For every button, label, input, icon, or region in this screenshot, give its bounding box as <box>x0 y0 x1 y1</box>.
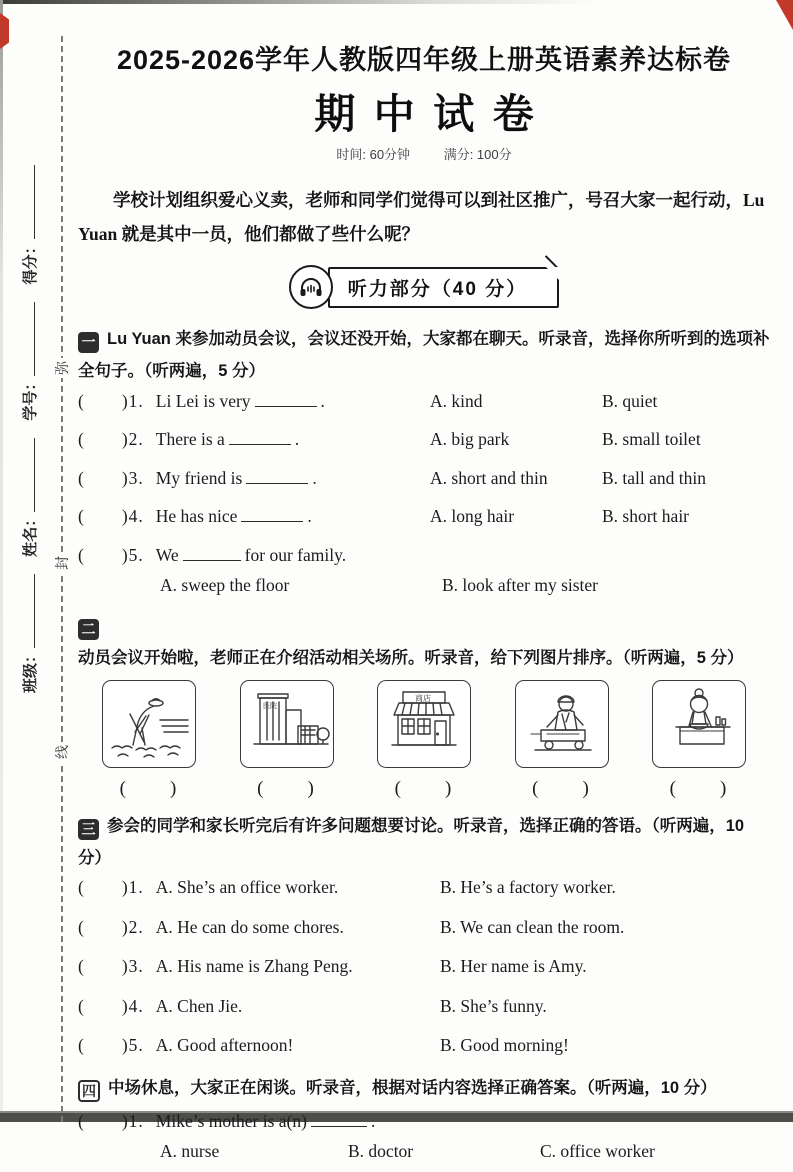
question-row <box>78 542 770 567</box>
question-row <box>78 503 770 528</box>
answer-bracket: ( )4. <box>78 995 144 1016</box>
option-a-cell <box>78 993 440 1018</box>
time-label: 时间: 60分钟 <box>336 147 411 162</box>
section2-instruction <box>78 610 770 674</box>
section1-marker: 一 <box>78 332 99 353</box>
fill-blank <box>241 504 303 523</box>
stem-text: There is a <box>155 429 225 450</box>
question-row <box>78 914 770 939</box>
option-b: B. He’s a factory worker. <box>440 877 616 898</box>
question-stem <box>78 388 430 413</box>
answer-bracket: ( )3. <box>78 467 144 488</box>
fill-blank <box>183 542 241 561</box>
stem-text: We <box>155 544 179 565</box>
option-a: A. Good afternoon! <box>155 1035 294 1056</box>
option-a: A. His name is Zhang Peng. <box>155 956 353 977</box>
question-stem <box>78 465 430 490</box>
option-b: B. doctor <box>348 1140 414 1161</box>
student-info-fields <box>19 147 41 693</box>
question-row <box>78 388 770 413</box>
question5-options <box>78 575 770 596</box>
option-a-cell <box>78 953 440 978</box>
score-label: 得分： <box>22 239 39 285</box>
full-score-label: 满分: 100分 <box>443 147 512 162</box>
answer-bracket: ( )1. <box>78 1110 144 1131</box>
girl-cooking-illustration <box>652 680 746 768</box>
name-blank-line <box>19 438 35 512</box>
fill-blank <box>311 1108 367 1127</box>
picture-item-factory <box>515 680 609 800</box>
option-a: A. sweep the floor <box>160 574 290 595</box>
option-a: A. long hair <box>430 506 515 527</box>
order-bracket: ( ) <box>669 777 729 799</box>
fill-blank <box>229 427 291 446</box>
question-row <box>78 426 770 451</box>
option-a-cell <box>78 874 440 899</box>
seal-char-mi: 弥 <box>52 358 72 378</box>
option-a: A. big park <box>430 429 510 450</box>
section1-instruction-text: Lu Yuan 来参加动员会议，会议还没开始，大家都在聊天。听录音，选择你所听到的选项补全句子。（听两遍，5 分） <box>78 330 770 381</box>
stem-tail: . <box>294 429 300 450</box>
stem-text: Mike’s mother is a(n) <box>155 1110 307 1131</box>
listening-banner-label: 听力部分（40 分） <box>328 267 559 308</box>
question-stem <box>78 503 430 528</box>
section4-instruction-text: 中场休息，大家正在闲谈。听录音，根据对话内容选择正确答案。（听两遍，10 分） <box>108 1078 717 1097</box>
headphones-icon <box>289 265 333 309</box>
picture-ordering-row <box>78 676 770 800</box>
stem-tail: . <box>312 467 317 488</box>
option-b: B. short hair <box>602 506 690 527</box>
student-id-blank-line <box>19 302 35 376</box>
option-a-cell <box>78 914 440 939</box>
time-score-line <box>78 144 770 163</box>
question-row <box>78 465 770 490</box>
option-b: B. tall and thin <box>602 467 707 488</box>
red-corner-mark-left <box>0 13 9 49</box>
option-a: A. He can do some chores. <box>155 916 344 937</box>
section3-marker: 三 <box>78 819 99 840</box>
course-title: 2025-2026学年人教版四年级上册英语素养达标卷 <box>116 45 732 75</box>
question-stem <box>78 426 430 451</box>
stem-tail: . <box>307 506 312 527</box>
option-a: A. kind <box>430 390 483 411</box>
answer-bracket: ( )4. <box>78 506 144 527</box>
order-bracket: ( ) <box>532 777 591 799</box>
stem-text: My friend is <box>155 467 243 488</box>
class-blank-line <box>19 574 35 648</box>
stem-tail: . <box>370 1110 376 1131</box>
section4-marker: 四 <box>78 1080 100 1102</box>
option-a: A. short and thin <box>430 467 548 488</box>
farmer-in-field-illustration <box>102 680 196 768</box>
picture-item-cooking <box>652 680 746 800</box>
exam-content <box>78 0 770 1172</box>
section2-instruction-text: 动员会议开始啦，老师正在介绍活动相关场所。听录音，给下列图片排序。（听两遍，5 分） <box>78 648 744 667</box>
name-label: 姓名： <box>22 511 39 557</box>
intro-paragraph: 学校计划组织爱心义卖，老师和同学们觉得可以到社区推广，号召大家一起行动，Lu Yuan 就是其中一员，他们都做了些什么呢？ <box>78 190 765 245</box>
option-a-cell <box>78 1032 440 1057</box>
option-a: A. Chen Jie. <box>155 995 243 1016</box>
hospital-building-illustration <box>240 680 334 768</box>
option-b: B. quiet <box>602 390 658 411</box>
answer-bracket: ( )5. <box>78 544 144 565</box>
stem-text: Li Lei is very <box>155 390 251 411</box>
listening-section-banner <box>289 265 559 309</box>
option-b: B. We can clean the room. <box>440 916 625 937</box>
option-a: A. She’s an office worker. <box>155 877 339 898</box>
answer-bracket: ( )1. <box>78 390 144 411</box>
question-row <box>78 1108 770 1133</box>
seal-char-feng: 封 <box>52 553 72 573</box>
answer-bracket: ( )3. <box>78 956 144 977</box>
option-b: B. Good morning! <box>440 1035 569 1056</box>
seal-dashed-line <box>61 36 63 1122</box>
section3-instruction-text: 参会的同学和家长听完后有许多问题想要讨论。听录音，选择正确的答语。（听两遍，10 分） <box>78 816 745 868</box>
option-b: B. small toilet <box>602 429 701 450</box>
fill-blank <box>246 465 308 484</box>
question1-options <box>78 1141 770 1162</box>
answer-bracket: ( )1. <box>78 877 144 898</box>
stem-text: He has nice <box>155 506 238 527</box>
stem-tail: for our family. <box>244 544 347 565</box>
order-bracket: ( ) <box>119 777 179 799</box>
scan-left-edge <box>0 0 3 1122</box>
option-c: C. office worker <box>540 1140 655 1161</box>
question-row <box>78 993 770 1018</box>
option-b: B. look after my sister <box>442 574 599 595</box>
fill-blank <box>255 388 317 407</box>
answer-bracket: ( )2. <box>78 916 144 937</box>
shop-front-illustration <box>377 680 471 768</box>
exam-title: 期中试卷 <box>314 91 553 137</box>
section2-marker: 二 <box>78 619 99 640</box>
section1-instruction <box>78 323 770 387</box>
option-a: A. nurse <box>160 1140 220 1161</box>
answer-bracket: ( )2. <box>78 429 144 450</box>
option-b: B. She’s funny. <box>440 995 547 1016</box>
class-label: 班级： <box>22 647 39 693</box>
section3-instruction <box>78 810 770 874</box>
answer-bracket: ( )5. <box>78 1035 144 1056</box>
section4-instruction <box>78 1072 770 1104</box>
hospital-sign-text: 医院 <box>262 702 277 710</box>
picture-item-shop <box>377 680 471 800</box>
stem-tail: . <box>320 390 325 411</box>
shop-sign-text: 商店 <box>415 693 431 703</box>
order-bracket: ( ) <box>257 777 316 799</box>
question-row <box>78 1032 770 1057</box>
option-b: B. Her name is Amy. <box>440 956 587 977</box>
student-id-label: 学号： <box>22 375 39 421</box>
question-row <box>78 874 770 899</box>
score-blank-line <box>19 165 35 239</box>
red-corner-mark-right <box>776 0 793 30</box>
seal-char-xian: 线 <box>52 742 72 762</box>
picture-item-hospital <box>240 680 334 800</box>
order-bracket: ( ) <box>394 777 454 799</box>
question-row <box>78 953 770 978</box>
picture-item-farm <box>102 680 196 800</box>
factory-worker-illustration <box>515 680 609 768</box>
